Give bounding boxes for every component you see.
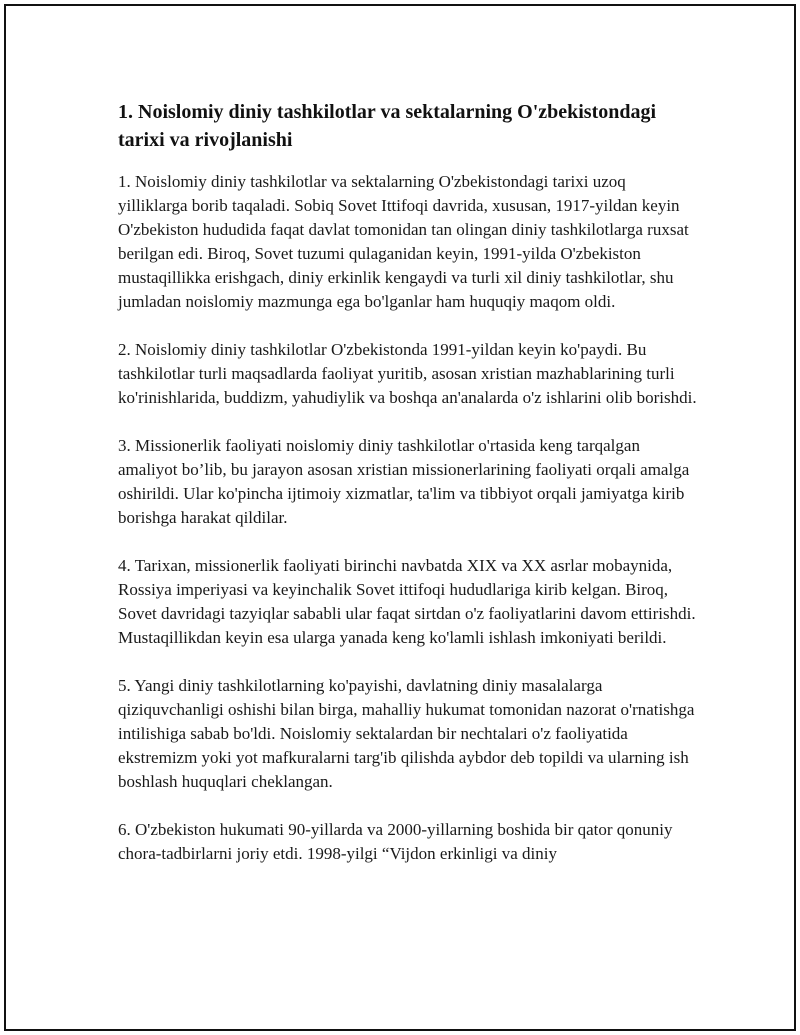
paragraph-5: 5. Yangi diniy tashkilotlarning ko'payishi, davlatning diniy masalalarga qiziquvchanligi oshishi bilan birga, mahalliy hukumat tomonidan nazorat o'rnatishga intilishiga sabab bo'ldi. Noislomiy sektalardan bir nechtalari o'z faoliyatida ekstremizm yoki yot mafkuralarni targ'ib qilishda aybdor deb topildi va ularning ish boshlash huquqlari cheklangan.: [118, 676, 695, 791]
paragraph-3: 3. Missionerlik faoliyati noislomiy diniy tashkilotlar o'rtasida keng tarqalgan amaliyot bo’lib, bu jarayon asosan xristian missionerlarining faoliyati orqali amalga oshirildi. Ular ko'pincha ijtimoiy xizmatlar, ta'lim va tibbiyot orqali jamiyatga kirib borishga harakat qildilar.: [118, 436, 690, 527]
paragraph-6: 6. O'zbekiston hukumati 90-yillarda va 2000-yillarning boshida bir qator qonuniy chora-tadbirlarni joriy etdi. 1998-yilgi “Vijdon erkinligi va diniy: [118, 820, 673, 863]
paragraph-4: 4. Tarixan, missionerlik faoliyati birinchi navbatda XIX va XX asrlar mobaynida, Rossiya imperiyasi va keyinchalik Sovet ittifoqi hududlariga kirib kelgan. Biroq, Sovet davridagi tazyiqlar sababli ular faqat sirtdan o'z faoliyatlarini davom ettirishdi. Mustaqillikdan keyin esa ularga yanada keng ko'lamli ishlash imkoniyati berildi.: [118, 556, 696, 647]
document-body: [118, 98, 698, 890]
page-frame: [4, 4, 796, 1031]
paragraph-1: 1. Noislomiy diniy tashkilotlar va sektalarning O'zbekistondagi tarixi uzoq yilliklarga borib taqaladi. Sobiq Sovet Ittifoqi davrida, xususan, 1917-yildan keyin O'zbekiston hududida faqat davlat tomonidan tan olingan diniy tashkilotlarga ruxsat berilgan edi. Biroq, Sovet tuzumi qulaganidan keyin, 1991-yilda O'zbekiston mustaqillikka erishgach, diniy erkinlik kengaydi va turli xil diniy tashkilotlar, shu jumladan noislomiy mazmunga ega bo'lganlar ham huquqiy maqom oldi.: [118, 172, 689, 311]
paragraph-2: 2. Noislomiy diniy tashkilotlar O'zbekistonda 1991-yildan keyin ko'paydi. Bu tashkilotlar turli maqsadlarda faoliyat yuritib, asosan xristian mazhablarining turli ko'rinishlarida, buddizm, yahudiylik va boshqa an'analarda o'z ishlarini olib borishdi.: [118, 340, 697, 407]
document-title: 1. Noislomiy diniy tashkilotlar va sektalarning O'zbekistondagi tarixi va rivojlanishi: [118, 101, 657, 151]
